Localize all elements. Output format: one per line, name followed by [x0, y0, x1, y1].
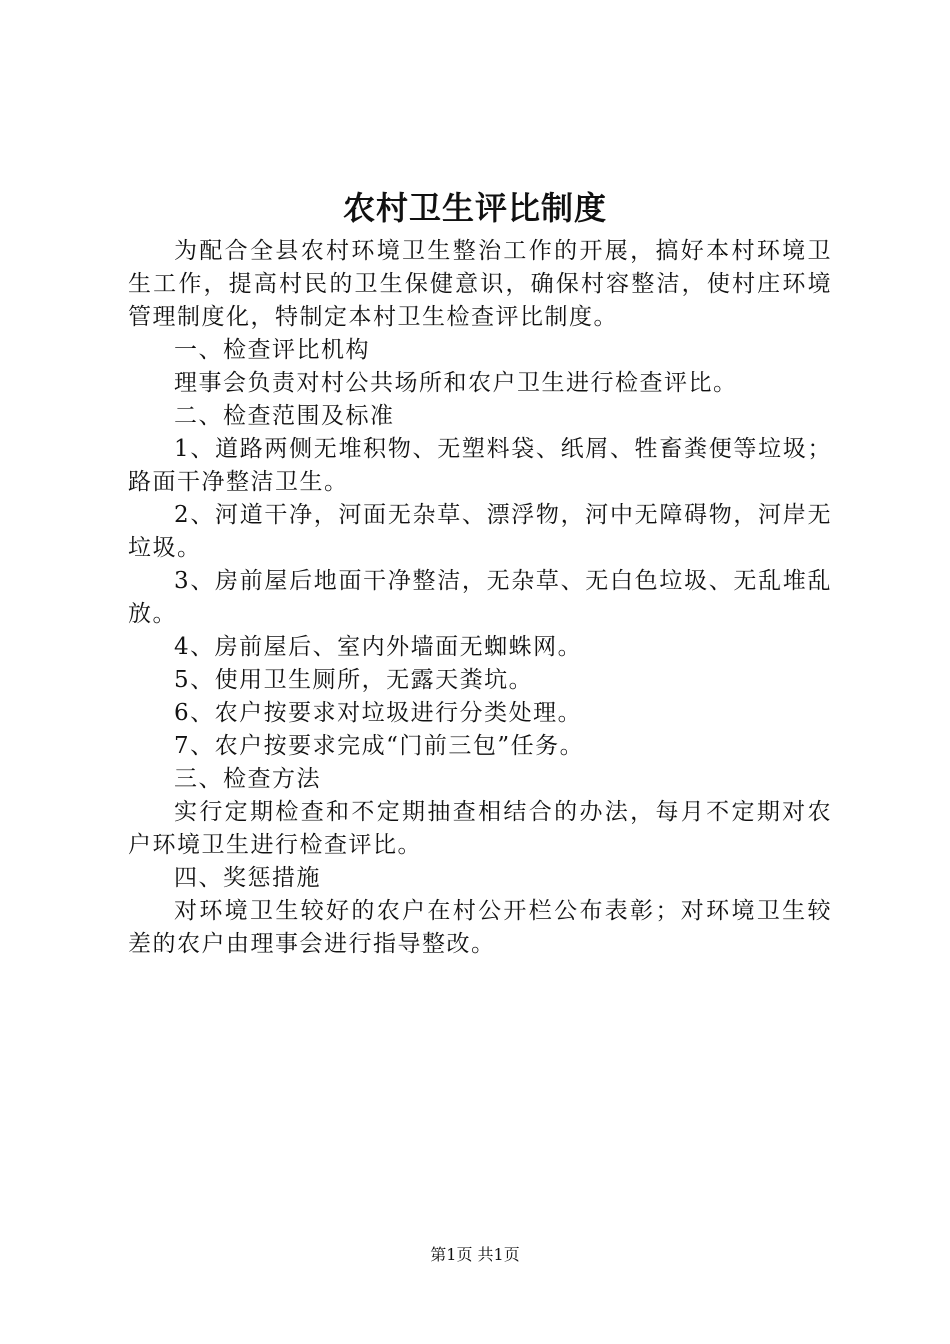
standard-item-3: 3、房前屋后地面干净整洁，无杂草、无白色垃圾、无乱堆乱放。: [128, 568, 832, 627]
section-4-paragraph: 对环境卫生较好的农户在村公开栏公布表彰；对环境卫生较差的农户由理事会进行指导整改。: [128, 898, 832, 957]
document-body: [128, 235, 832, 961]
standard-item-2: 2、河道干净，河面无杂草、漂浮物，河中无障碍物，河岸无垃圾。: [128, 502, 832, 561]
document-title: 农村卫生评比制度: [342, 189, 607, 227]
standard-item-6: 6、农户按要求对垃圾进行分类处理。: [174, 700, 583, 726]
standard-item-5: 5、使用卫生厕所，无露天粪坑。: [174, 667, 534, 693]
standard-item-4: 4、房前屋后、室内外墙面无蜘蛛网。: [174, 634, 583, 660]
page-footer: 第1页 共1页: [430, 1245, 520, 1264]
standard-item-1: 1、道路两侧无堆积物、无塑料袋、纸屑、牲畜粪便等垃圾；路面干净整洁卫生。: [128, 436, 832, 495]
section-1-paragraph: 理事会负责对村公共场所和农户卫生进行检查评比。: [174, 370, 738, 396]
intro-paragraph: 为配合全县农村环境卫生整治工作的开展，搞好本村环境卫生工作，提高村民的卫生保健意识，确保村容整洁，使村庄环境管理制度化，特制定本村卫生检查评比制度。: [128, 238, 832, 330]
section-heading-1: 一、检查评比机构: [174, 337, 370, 363]
standard-item-7: 7、农户按要求完成“门前三包”任务。: [174, 733, 585, 759]
section-heading-2: 二、检查范围及标准: [174, 403, 395, 429]
section-3-paragraph: 实行定期检查和不定期抽查相结合的办法，每月不定期对农户环境卫生进行检查评比。: [128, 799, 832, 858]
section-heading-3: 三、检查方法: [174, 766, 321, 792]
section-heading-4: 四、奖惩措施: [174, 865, 321, 891]
